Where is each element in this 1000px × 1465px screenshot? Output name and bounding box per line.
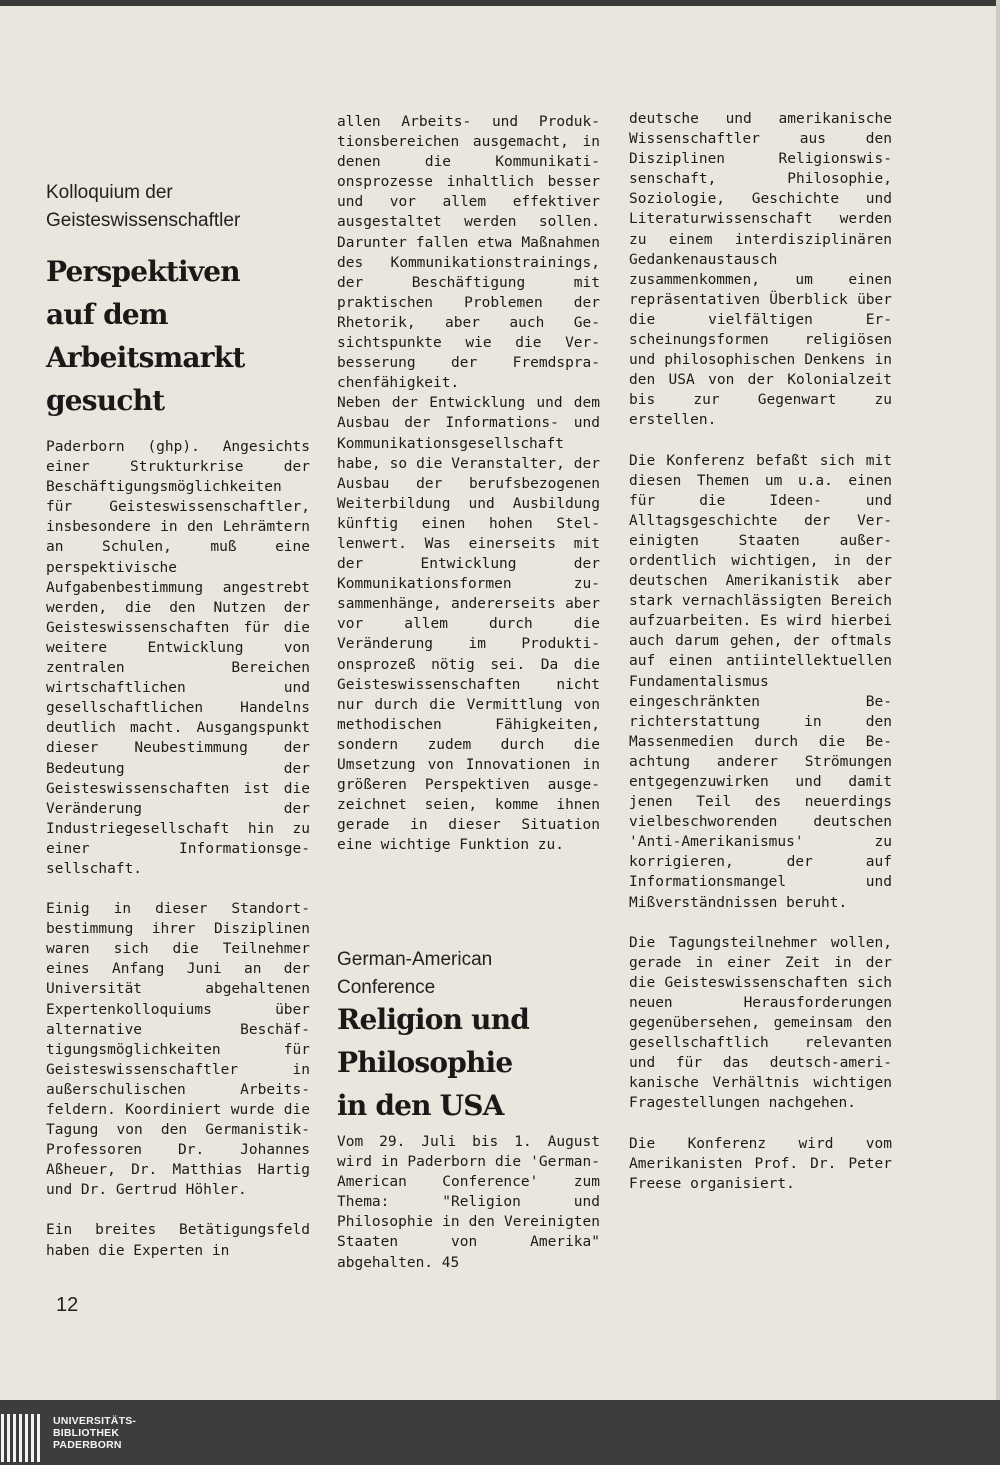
article2-paragraph-5: Die Konferenz wird vom Amerikanisten Prof. Dr. Peter Freese organisiert. bbox=[629, 1135, 892, 1192]
top-edge-bar bbox=[0, 0, 1000, 6]
article1-paragraph-5: Neben der Entwicklung und dem Ausbau der Informations- und Kommunikationsgesellschaft habe, so die Veranstalter, der Ausbau der berufsbezogenen Weiterbildung und Ausbildung künftig einen hohen Stellenwert. Was einerseits mit der Entwicklung der Kommunikationsformen zusammenhänge, andererseits aber vor allem durch die Veränderung im Produktionsprozeß nötig sei. Da die Geisteswissenschaften nicht nur durch die Vermittlung von methodischen Fähigkeiten, sondern zudem durch die Umsetzung von Innovationen in größeren Perspektiven ausgezeichnet seien, komme ihnen gerade in dieser Situation eine wichtige Funktion zu. bbox=[337, 395, 600, 854]
article1-body-col2 bbox=[337, 112, 600, 855]
article2-paragraph-1: Vom 29. Juli bis 1. August wird in Paderborn die 'German-American Conference' zum Thema: "Religion und Philosophie in den Vereinigten Staaten von Amerika" abgehalten. 45 bbox=[337, 1134, 600, 1271]
page-edge-shadow bbox=[996, 0, 1000, 1400]
article1-paragraph-2: Einig in dieser Standortbestimmung ihrer Disziplinen waren sich die Teilnehmer eines Anfang Juni an der Universität abgehaltenen Expertenkolloquiums über alternative Beschäftigungsmöglichkeiten für Geisteswissenschaftler in außerschulischen Arbeitsfeldern. Koordiniert wurde die Tagung von den Germanistik-Professoren Dr. Johannes Aßheuer, Dr. Matthias Hartig und Dr. Gertrud Höhler. bbox=[46, 901, 310, 1199]
article1-headline-line2: auf dem bbox=[46, 298, 168, 331]
library-footer bbox=[0, 1400, 1000, 1465]
article2-headline bbox=[337, 998, 529, 1127]
article2-paragraph-2: deutsche und amerikanische Wissenschaftler aus den Disziplinen Religionswissenschaft, Philosophie, Soziologie, Geschichte und Literaturwissenschaft werden zu einem interdisziplinären Gedankenaustausch zusammenkommen, um einen repräsentativen Überblick über die vielfältigen Erscheinungsformen religiösen und philosophischen Denkens in den USA von der Kolonialzeit bis zur Gegenwart zu erstellen. bbox=[629, 111, 892, 429]
article2-paragraph-4: Die Tagungsteilnehmer wollen, gerade in einer Zeit in der die Geisteswissenschaften sich neuen Herausforderungen gegenübersehen, gemeinsam den gesellschaftlich relevanten und für das deutsch-amerikanische Verhältnis wichtigen Fragestellungen nachgehen. bbox=[629, 934, 892, 1112]
article1-headline bbox=[46, 250, 244, 422]
article2-body-col2 bbox=[337, 1132, 600, 1273]
library-name bbox=[53, 1415, 136, 1451]
article2-body-col3 bbox=[629, 109, 892, 1194]
article1-headline-line4: gesucht bbox=[46, 384, 165, 417]
article1-kicker-line2: Geisteswissenschaftler bbox=[46, 210, 241, 231]
library-name-line1: UNIVERSITÄTS- bbox=[53, 1415, 137, 1427]
article1-headline-line1: Perspektiven bbox=[46, 255, 240, 288]
article1-body-col1 bbox=[46, 437, 310, 1261]
article1-headline-line3: Arbeitsmarkt bbox=[46, 341, 245, 374]
article1-kicker bbox=[46, 179, 240, 235]
article2-kicker bbox=[337, 946, 492, 1002]
article2-headline-line2: Philosophie bbox=[337, 1046, 513, 1079]
page-number: 12 bbox=[56, 1294, 79, 1316]
article2-headline-line3: in den USA bbox=[337, 1089, 504, 1122]
article2-kicker-line2: Conference bbox=[337, 977, 436, 998]
article1-kicker-line1: Kolloquium der bbox=[46, 182, 173, 203]
library-name-line2: BIBLIOTHEK bbox=[53, 1427, 120, 1439]
article2-headline-line1: Religion und bbox=[337, 1003, 530, 1036]
article1-paragraph-3: Ein breites Betätigungsfeld haben die Experten in bbox=[46, 1222, 310, 1259]
article2-paragraph-3: Die Konferenz befaßt sich mit diesen Themen um u.a. einen für die Ideen- und Alltagsgeschichte der Vereinigten Staaten außerordentlich wichtigen, in der deutschen Amerikanistik aber stark vernachlässigten Bereich aufzuarbeiten. Es wird hierbei auch darum gehen, der oftmals auf einen antiintellektuellen Fundamentalismus eingeschränkten Berichterstattung in den Massenmedien durch die Beachtung anderer Strömungen entgegenzuwirken und damit jenen Teil des neuerdings vielbeschworenden deutschen 'Anti-Amerikanismus' zu korrigieren, der auf Informationsmangel und Mißverständnissen beruht. bbox=[629, 452, 892, 911]
library-name-line3: PADERBORN bbox=[53, 1439, 122, 1451]
article1-paragraph-1: Paderborn (ghp). Angesichts einer Strukturkrise der Beschäftigungsmöglichkeiten für Geisteswissenschaftler, insbesondere in den Lehrämtern an Schulen, muß eine perspektivische Aufgabenbestimmung angestrebt werden, die den Nutzen der Geisteswissenschaften für die weitere Entwicklung von zentralen Bereichen wirtschaftlichen und gesellschaftlichen Handelns deutlich macht. Ausgangspunkt dieser Neubestimmung der Bedeutung der Geisteswissenschaften ist die Veränderung der Industriegesellschaft hin zu einer Informationsgesellschaft. bbox=[46, 439, 310, 877]
barcode-logo-icon bbox=[0, 1414, 42, 1462]
article2-kicker-line1: German-American bbox=[337, 949, 493, 970]
article1-paragraph-4: allen Arbeits- und Produktionsbereichen ausgemacht, in denen die Kommunikationsprozesse inhaltlich besser und vor allem effektiver ausgestaltet werden sollen. Darunter fallen etwa Maßnahmen des Kommunikationstrainings, der Beschäftigung mit praktischen Problemen der Rhetorik, aber auch Gesichtspunkte wie die Verbesserung der Fremdsprachenfähigkeit. bbox=[337, 114, 600, 392]
